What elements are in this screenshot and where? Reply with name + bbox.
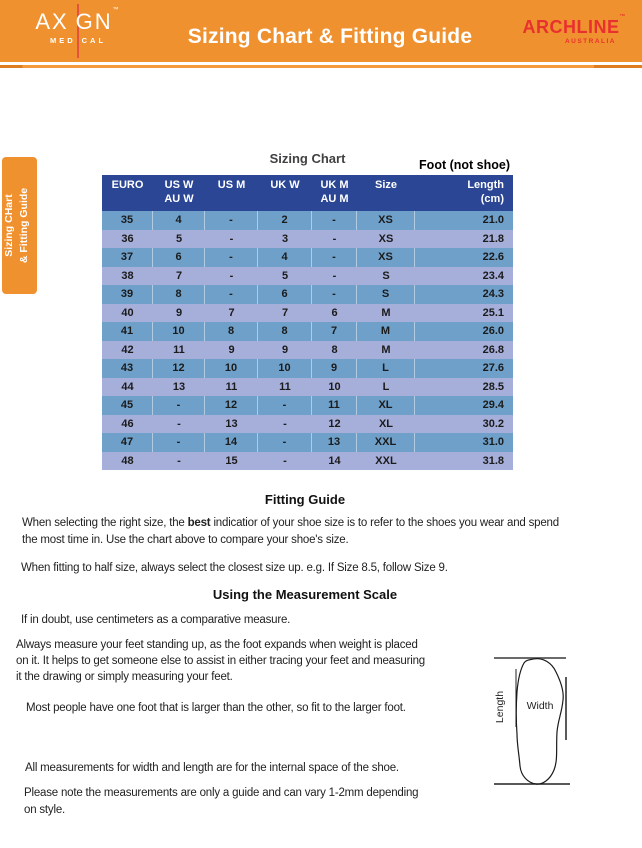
table-cell: 8 bbox=[205, 322, 258, 341]
table-cell: 13 bbox=[172, 380, 186, 393]
column-header: UK M AU M bbox=[320, 179, 349, 206]
table-cell: 26.0 bbox=[482, 325, 504, 337]
table-cell: 39 bbox=[102, 285, 153, 304]
table-cell: 29.4 bbox=[482, 399, 504, 411]
table-cell: 9 bbox=[175, 306, 183, 319]
axign-logo bbox=[26, 9, 130, 45]
table-cell: 5 bbox=[175, 232, 183, 245]
table-row bbox=[102, 396, 513, 415]
table-row bbox=[102, 230, 513, 249]
table-cell: 14 bbox=[328, 454, 341, 467]
table-cell: 9 bbox=[228, 343, 235, 356]
table-cell: - bbox=[283, 417, 287, 430]
table-row bbox=[102, 452, 513, 471]
table-cell: - bbox=[258, 433, 312, 452]
table-cell: 2 bbox=[258, 211, 312, 230]
fitting-guide-paragraph-2: When fitting to half size, always select the closest size up. e.g. If Size 8.5, follow Size 9. bbox=[21, 562, 448, 574]
table-cell: 7 bbox=[312, 322, 357, 341]
table-cell: L bbox=[382, 380, 390, 393]
table-row bbox=[102, 359, 513, 378]
table-cell: 6 bbox=[258, 285, 312, 304]
table-cell: 46 bbox=[121, 417, 134, 430]
table-cell: - bbox=[283, 454, 287, 467]
foot-not-shoe-note: Foot (not shoe) bbox=[419, 158, 510, 172]
table-cell: S bbox=[382, 269, 390, 282]
table-cell: - bbox=[205, 285, 258, 304]
foot-measurement-diagram bbox=[486, 646, 612, 796]
page-title: Sizing Chart & Fitting Guide bbox=[187, 25, 473, 48]
table-row bbox=[102, 285, 513, 304]
column-header: UK W bbox=[270, 179, 300, 191]
table-cell: - bbox=[153, 433, 205, 452]
sizing-table bbox=[102, 175, 513, 470]
table-cell: 37 bbox=[102, 248, 153, 267]
table-cell: XXL bbox=[357, 433, 415, 452]
measurement-paragraph-3: Most people have one foot that is larger than the other, so fit to the larger foot. bbox=[26, 702, 406, 714]
table-row bbox=[102, 415, 513, 434]
table-cell: 4 bbox=[258, 248, 312, 267]
table-cell: XS bbox=[357, 211, 415, 230]
table-cell: - bbox=[177, 417, 181, 430]
fitting-guide-paragraph-1: When selecting the right size, the best indicatior of your shoe size is to refer to the shoes you wear and spend the most time in. Use the chart above to compare your shoe's size. bbox=[22, 517, 559, 546]
table-cell: 45 bbox=[102, 396, 153, 415]
table-cell: XXL bbox=[375, 454, 397, 467]
table-cell: 47 bbox=[102, 433, 153, 452]
table-cell: - bbox=[312, 285, 357, 304]
table-cell: 40 bbox=[121, 306, 134, 319]
table-cell: 26.8 bbox=[482, 343, 504, 356]
table-cell: 36 bbox=[121, 232, 134, 245]
table-cell: - bbox=[312, 211, 357, 230]
table-cell: 12 bbox=[153, 359, 205, 378]
table-cell: 9 bbox=[281, 343, 289, 356]
side-tab bbox=[2, 157, 37, 294]
table-cell: - bbox=[229, 232, 234, 245]
table-cell: 35 bbox=[102, 211, 153, 230]
table-cell: 5 bbox=[281, 269, 289, 282]
table-cell: M bbox=[381, 343, 391, 356]
table-row bbox=[102, 322, 513, 341]
header-bar bbox=[0, 0, 642, 62]
table-cell: 7 bbox=[175, 269, 183, 282]
table-cell: M bbox=[381, 306, 391, 319]
measurement-paragraph-5: Please note the measurements are only a guide and can vary 1-2mm depending on style. bbox=[24, 787, 419, 816]
table-cell: 24.3 bbox=[482, 288, 504, 300]
table-cell: 48 bbox=[121, 454, 134, 467]
table-cell: 4 bbox=[153, 211, 205, 230]
table-cell: 9 bbox=[312, 359, 357, 378]
archline-logo-sub: AUSTRALIA bbox=[564, 38, 616, 45]
table-cell: XL bbox=[357, 396, 415, 415]
table-cell: - bbox=[205, 248, 258, 267]
table-cell: 6 bbox=[331, 306, 338, 319]
table-header-row bbox=[102, 175, 513, 211]
table-cell: 38 bbox=[121, 269, 134, 282]
measurement-paragraph-1: If in doubt, use centimeters as a comparative measure. bbox=[21, 614, 291, 626]
column-header: US M bbox=[217, 179, 246, 191]
table-cell: 25.1 bbox=[482, 306, 504, 319]
table-cell: - bbox=[177, 454, 181, 467]
table-cell: 22.6 bbox=[482, 251, 504, 263]
table-cell: 31.8 bbox=[482, 454, 504, 467]
table-row bbox=[102, 378, 513, 397]
sizing-chart-title: Sizing Chart bbox=[269, 151, 346, 166]
table-cell: 8 bbox=[258, 322, 312, 341]
table-cell: 21.0 bbox=[482, 214, 504, 226]
measurement-paragraph-4: All measurements for width and length are for the internal space of the shoe. bbox=[25, 762, 399, 774]
column-header: Length (cm) bbox=[467, 179, 504, 206]
table-cell: - bbox=[258, 396, 312, 415]
table-cell: 15 bbox=[225, 454, 238, 467]
column-header: Size bbox=[374, 179, 397, 191]
foot-outline bbox=[516, 659, 563, 785]
table-cell: 11 bbox=[225, 380, 238, 393]
table-cell: 10 bbox=[258, 359, 312, 378]
table-cell: 6 bbox=[153, 248, 205, 267]
table-cell: 10 bbox=[153, 322, 205, 341]
table-cell: 8 bbox=[331, 343, 338, 356]
table-cell: 10 bbox=[205, 359, 258, 378]
table-cell: 23.4 bbox=[482, 269, 504, 282]
column-header: EURO bbox=[111, 179, 144, 191]
table-cell: S bbox=[357, 285, 415, 304]
table-row bbox=[102, 211, 513, 230]
table-cell: 7 bbox=[228, 306, 235, 319]
table-cell: 12 bbox=[328, 417, 341, 430]
table-cell: - bbox=[332, 269, 337, 282]
axign-logo-sub: MED CAL bbox=[49, 36, 107, 45]
table-cell: M bbox=[357, 322, 415, 341]
table-cell: 11 bbox=[312, 396, 357, 415]
table-row bbox=[102, 433, 513, 452]
table-row bbox=[102, 267, 513, 286]
table-cell: 7 bbox=[281, 306, 289, 319]
diagram-width-label: Width bbox=[526, 700, 554, 712]
header-divider-line bbox=[0, 65, 642, 68]
table-cell: 10 bbox=[328, 380, 341, 393]
table-cell: XL bbox=[378, 417, 394, 430]
table-cell: 13 bbox=[225, 417, 238, 430]
axign-logo-word: AX GN™ bbox=[35, 7, 121, 34]
table-cell: 30.2 bbox=[482, 417, 504, 430]
table-cell: 43 bbox=[102, 359, 153, 378]
archline-logo-word: ARCHLINE™ bbox=[522, 14, 626, 37]
table-row bbox=[102, 248, 513, 267]
table-cell: 13 bbox=[312, 433, 357, 452]
fitting-guide-heading: Fitting Guide bbox=[264, 492, 346, 507]
table-cell: - bbox=[332, 232, 337, 245]
table-cell: L bbox=[357, 359, 415, 378]
table-cell: 11 bbox=[279, 380, 291, 393]
side-tab-label: Sizing CHart & Fitting Guide bbox=[3, 187, 31, 264]
table-cell: 21.8 bbox=[482, 232, 504, 245]
archline-logo bbox=[522, 14, 627, 45]
table-cell: - bbox=[312, 248, 357, 267]
table-cell: 31.0 bbox=[482, 436, 504, 448]
table-cell: 41 bbox=[102, 322, 153, 341]
trademark-symbol: ™ bbox=[112, 7, 121, 13]
table-cell: 44 bbox=[121, 380, 134, 393]
table-cell: XS bbox=[357, 248, 415, 267]
measurement-paragraph-2: Always measure your feet standing up, as the foot expands when weight is placed on it. It helps to get someone else to assist in either tracing your feet and measuring it the drawing or simply measuring your feet. bbox=[16, 639, 425, 683]
table-cell: 3 bbox=[281, 232, 289, 245]
table-cell: - bbox=[205, 211, 258, 230]
measurement-scale-heading: Using the Measurement Scale bbox=[212, 587, 398, 602]
table-row bbox=[102, 341, 513, 360]
table-cell: 28.5 bbox=[482, 380, 504, 393]
table-cell: 11 bbox=[173, 343, 185, 356]
table-cell: XS bbox=[378, 232, 394, 245]
table-row bbox=[102, 304, 513, 323]
table-cell: 42 bbox=[121, 343, 134, 356]
trademark-symbol: ™ bbox=[619, 14, 626, 20]
diagram-length-label: Length bbox=[494, 690, 506, 724]
table-cell: 14 bbox=[205, 433, 258, 452]
table-cell: - bbox=[153, 396, 205, 415]
column-header: US W AU W bbox=[164, 179, 194, 206]
table-cell: 12 bbox=[205, 396, 258, 415]
table-cell: 27.6 bbox=[482, 362, 504, 374]
table-cell: 8 bbox=[153, 285, 205, 304]
table-cell: - bbox=[229, 269, 234, 282]
